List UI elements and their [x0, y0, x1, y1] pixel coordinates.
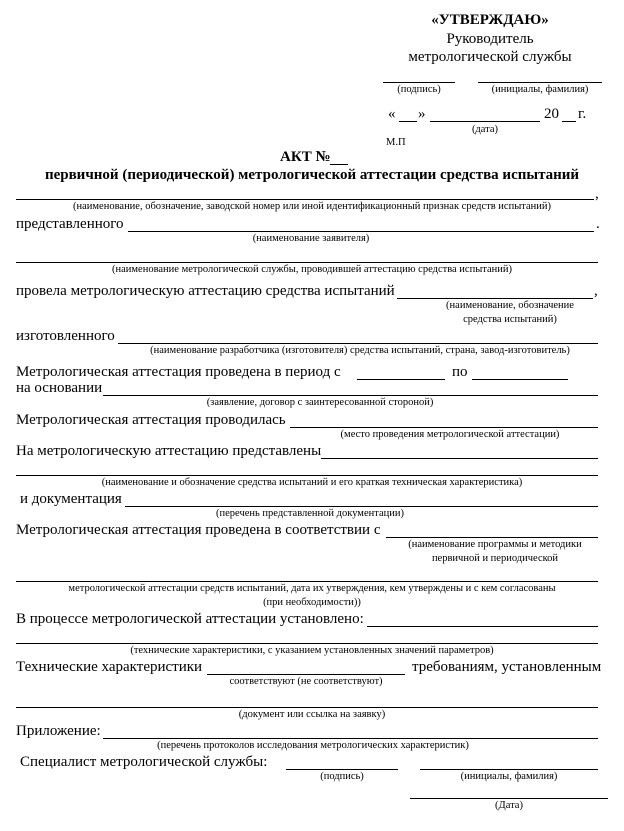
caption-program-2: первичной и периодической — [431, 553, 559, 564]
caption-sign: (подпись) — [320, 771, 364, 782]
approval-name-caption: (инициалы, фамилия) — [491, 84, 589, 95]
caption-program-3: метрологической аттестации средств испытаний, дата их утверждения, кем утверждены и с кем согласованы — [68, 583, 556, 594]
date-month-line[interactable] — [430, 121, 540, 122]
basis-line[interactable] — [103, 395, 598, 396]
appendix-line[interactable] — [103, 738, 598, 739]
caption-date: (Дата) — [495, 800, 523, 811]
caption-service: (наименование метрологической службы, проводившей аттестацию средства испытаний) — [112, 264, 512, 275]
docs-line[interactable] — [125, 506, 598, 507]
manufacturer-line[interactable] — [118, 343, 598, 344]
label-tech-a: Технические характеристики — [16, 659, 203, 675]
label-according: Метрологическая аттестация проведена в соответствии с — [16, 522, 381, 538]
label-presented: представленного — [16, 216, 124, 232]
approval-sign-caption: (подпись) — [397, 84, 441, 95]
means-name-line[interactable] — [16, 199, 594, 200]
caption-means-name: (наименование, обозначение, заводской номер или иной идентификационный признак средств испытаний) — [73, 201, 551, 212]
applicant-line[interactable] — [128, 231, 594, 232]
label-appendix: Приложение: — [16, 723, 101, 739]
comma-1: , — [595, 186, 599, 202]
caption-document: (документ или ссылка на заявку) — [238, 709, 386, 720]
date-day-line[interactable] — [399, 121, 417, 122]
established-line[interactable] — [367, 626, 598, 627]
label-docs: и документация — [20, 491, 122, 507]
date-year-line[interactable] — [562, 121, 576, 122]
label-specialist: Специалист метрологической службы: — [20, 754, 268, 770]
caption-basis: (заявление, договор с заинтересованной стороной) — [206, 397, 434, 408]
caption-conform: соответствуют (не соответствуют) — [229, 676, 383, 687]
label-performed: провела метрологическую аттестацию средства испытаний — [16, 283, 395, 299]
stamp-place: М.П — [386, 137, 406, 148]
caption-means-2a: (наименование, обозначение — [446, 300, 574, 311]
act-title: АКТ № — [280, 149, 331, 165]
period-1: . — [596, 216, 600, 232]
period-to-line[interactable] — [472, 379, 568, 380]
period-from-line[interactable] — [357, 379, 445, 380]
caption-protocols: (перечень протоколов исследования метрологических характеристик) — [157, 740, 469, 751]
caption-means-2b: средства испытаний) — [463, 314, 557, 325]
program-line-2[interactable] — [16, 581, 598, 582]
means-desc-line[interactable] — [16, 475, 598, 476]
caption-manufacturer: (наименование разработчика (изготовителя) средства испытаний, страна, завод-изготовитель) — [150, 345, 570, 356]
place-line[interactable] — [290, 427, 598, 428]
date-year-suffix: г. — [578, 106, 587, 122]
caption-means-desc: (наименование и обозначение средства испытаний и его краткая техническая характеристика) — [101, 477, 523, 488]
comma-2: , — [594, 283, 598, 299]
label-to: по — [452, 364, 468, 380]
label-period: Метрологическая аттестация проведена в период с — [16, 364, 341, 380]
program-line[interactable] — [386, 537, 598, 538]
label-established: В процессе метрологической аттестации установлено: — [16, 611, 364, 627]
approval-title: «УТВЕРЖДАЮ» — [431, 12, 549, 28]
label-tech-b: требованиям, установленным — [412, 659, 602, 675]
label-basis: на основании — [16, 380, 103, 396]
date-close-quote: » — [418, 106, 426, 122]
specialist-date-line[interactable] — [410, 798, 608, 799]
label-manufactured: изготовленного — [16, 328, 115, 344]
caption-program-1: (наименование программы и методики — [408, 539, 582, 550]
date-year-prefix: 20 — [544, 106, 559, 122]
caption-place: (место проведения метрологической аттестации) — [340, 429, 560, 440]
conform-line[interactable] — [207, 674, 405, 675]
act-number-line[interactable] — [330, 164, 348, 165]
approval-service: метрологической службы — [408, 49, 572, 65]
service-line[interactable] — [16, 262, 598, 263]
specialist-name-line[interactable] — [420, 769, 598, 770]
date-caption: (дата) — [471, 124, 499, 135]
label-held: Метрологическая аттестация проводилась — [16, 412, 286, 428]
approval-sign-line[interactable] — [383, 82, 455, 83]
date-open-quote: « — [388, 106, 396, 122]
caption-fio: (инициалы, фамилия) — [460, 771, 558, 782]
approval-position: Руководитель — [446, 31, 534, 47]
caption-program-4: (при необходимости)) — [263, 597, 361, 608]
tech-line[interactable] — [16, 643, 598, 644]
caption-applicant: (наименование заявителя) — [252, 233, 370, 244]
submitted-line[interactable] — [321, 458, 598, 459]
label-submitted: На метрологическую аттестацию представлены — [16, 443, 322, 459]
act-subtitle: первичной (периодической) метрологической аттестации средства испытаний — [44, 167, 580, 183]
caption-docs: (перечень представленной документации) — [216, 508, 404, 519]
document-line[interactable] — [16, 707, 598, 708]
approval-name-line[interactable] — [478, 82, 602, 83]
specialist-sign-line[interactable] — [286, 769, 398, 770]
caption-tech: (технические характеристики, с указанием установленных значений параметров) — [130, 645, 494, 656]
means-line-2[interactable] — [397, 298, 593, 299]
